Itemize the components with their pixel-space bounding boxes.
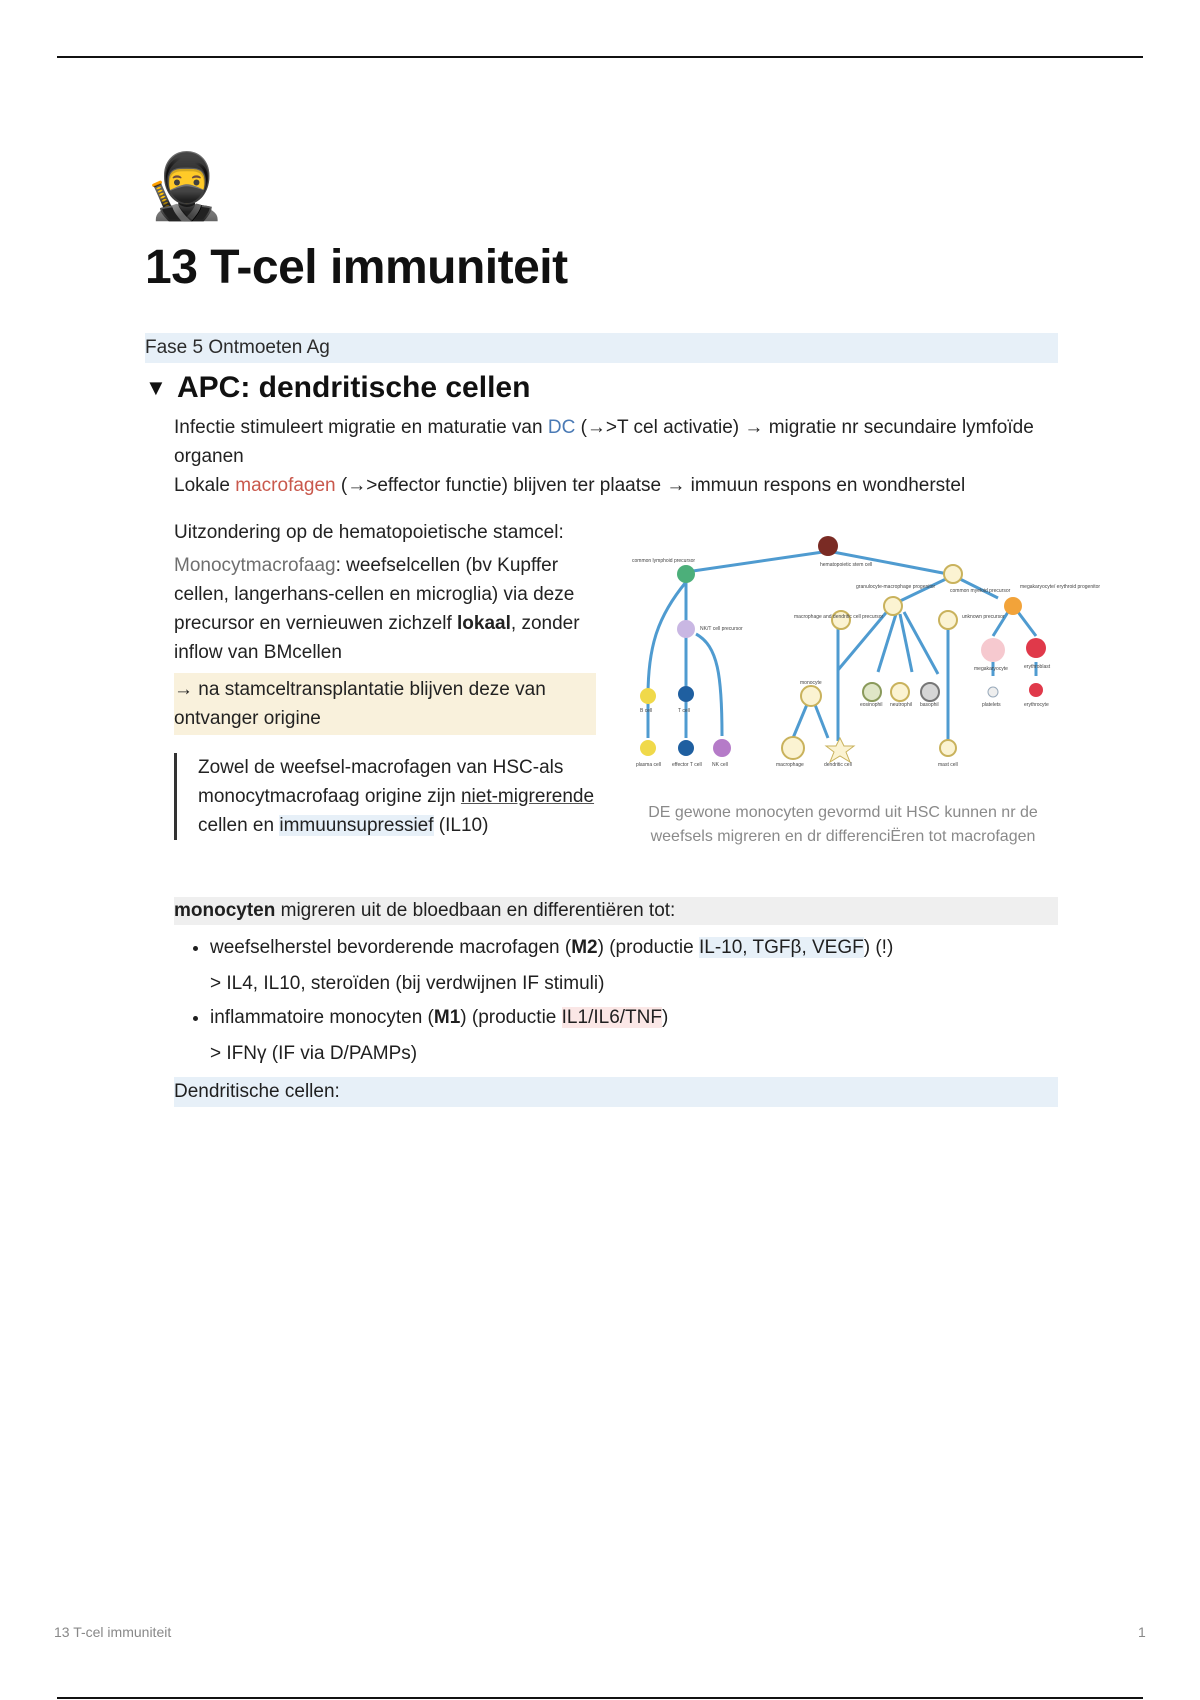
gmp-cell: [884, 597, 902, 615]
label-basophil: basophil: [920, 702, 939, 708]
erythroblast-cell: [1026, 638, 1046, 658]
monocyten-bold: monocyten: [174, 900, 276, 921]
nkt-cell: [677, 620, 695, 638]
bottom-rule: [57, 1697, 1143, 1699]
list-item-m2: [210, 933, 1058, 999]
text-span: Lokale: [174, 475, 236, 496]
figure-caption: DE gewone monocyten gevormd uit HSC kunnen nr de weefsels migreren en dr differenciËren tot macrofagen: [648, 804, 1038, 845]
b-cell: [640, 688, 656, 704]
label-b-cell: B cell: [640, 708, 653, 714]
label-clp: common lymphoid precursor: [632, 558, 696, 564]
two-column-block: [174, 518, 1101, 849]
highlighted-term: immuunsupressief: [279, 815, 434, 836]
dendritic-cells-bar: Dendritische cellen:: [174, 1077, 1058, 1107]
macrophage-term: macrofagen: [235, 475, 336, 496]
top-rule: [57, 56, 1143, 58]
eosinophil-cell: [863, 683, 881, 701]
text-span: Infectie stimuleert migratie en maturatie van: [174, 417, 548, 438]
quote-block: [174, 753, 596, 840]
nk-cell: [713, 739, 731, 757]
label-cmp: common myeloid precursor: [950, 588, 1011, 594]
label-plasma: plasma cell: [636, 762, 662, 768]
page-title: 13 T-cel immuniteit: [145, 241, 568, 294]
document-page: [145, 150, 1101, 1107]
macrophage-cell: [782, 737, 804, 759]
hematopoiesis-diagram: [628, 526, 1101, 786]
exception-text: Uitzondering op de hematopoietische stamcel:: [174, 522, 564, 543]
text-span: : weefselcellen (bv Kupffer cellen, langerhans-cellen en microglia) via deze precursor en vernieuwen zichzelf: [174, 555, 575, 634]
footer-page-number: 1: [1138, 1624, 1146, 1640]
label-erythroblast: erythroblast: [1024, 664, 1051, 670]
effector-t-cell: [678, 740, 694, 756]
label-unk: unknown precursor: [962, 614, 1005, 620]
label-mep: megakaryocyte/ erythroid progenitor: [1020, 584, 1101, 590]
label-dendritic: dendritic cell: [824, 762, 852, 768]
label-megakaryocyte: megakaryocyte: [974, 666, 1008, 672]
label-nk: NK cell: [712, 762, 728, 768]
neutrophil-cell: [891, 683, 909, 701]
m2-subtext: > IL4, IL10, steroïden (bij verdwijnen IF stimuli): [210, 973, 605, 994]
monocyte-list: [174, 933, 1058, 1069]
megakaryocyte-cell: [981, 638, 1005, 662]
label-mast: mast cell: [938, 762, 958, 768]
label-platelets: platelets: [982, 702, 1001, 708]
phase-callout: Fase 5 Ontmoeten Ag: [145, 333, 1058, 363]
label-neutrophil: neutrophil: [890, 702, 912, 708]
text-span: (→>effector functie) blijven ter plaatse → immuun respons en wondherstel: [335, 475, 966, 496]
monocytmacrofaag-paragraph: [174, 551, 596, 667]
triangle-down-icon[interactable]: ▼: [145, 375, 167, 400]
clp-cell: [677, 565, 695, 583]
section-heading: APC: dendritische cellen: [177, 371, 531, 404]
m2-cytokines: IL-10, TGFβ, VEGF: [699, 937, 864, 958]
diagram-arrows: [648, 552, 1036, 741]
text-span: cellen en: [198, 815, 280, 836]
text-span: Zowel de weefsel-macrofagen van HSC-als monocytmacrofaag origine zijn: [198, 757, 564, 807]
diagram-labels: [632, 558, 1100, 768]
text-span: migreren uit de bloedbaan en differentiëren tot:: [275, 900, 676, 921]
text-span: , zonder inflow van BMcellen: [174, 613, 580, 663]
toggle-heading[interactable]: [145, 371, 1058, 405]
underlined-term: niet-migrerende: [460, 786, 595, 807]
label-erythrocyte: erythrocyte: [1024, 702, 1049, 708]
erythrocyte-cell: [1029, 683, 1043, 697]
m1-bold: M1: [433, 1007, 461, 1028]
mep-cell: [1004, 597, 1022, 615]
cmp-cell: [944, 565, 962, 583]
label-nkt: NK/T cell precursor: [700, 626, 743, 632]
text-span: (IL10): [433, 815, 489, 836]
label-monocyte: monocyte: [800, 680, 822, 686]
intro-paragraph-1: [174, 413, 1058, 471]
hsc-cell: [818, 536, 838, 556]
left-column: [174, 518, 596, 849]
plasma-cell: [640, 740, 656, 756]
right-column: [628, 518, 1101, 849]
t-cell: [678, 686, 694, 702]
label-eosinophil: eosinophil: [860, 702, 883, 708]
label-t-cell: T cell: [678, 708, 690, 714]
text-span: ): [661, 1007, 669, 1028]
mono-term: Monocytmacrofaag: [174, 555, 336, 576]
text-span: inflammatoire monocyten (: [210, 1007, 434, 1028]
label-macrophage: macrophage: [776, 762, 804, 768]
m1-cytokines: IL1/IL6/TNF: [561, 1007, 662, 1028]
monocyten-bar: [174, 897, 1058, 925]
intro-paragraph-2: [174, 471, 1058, 500]
basophil-cell: [921, 683, 939, 701]
m1-subtext: > IFNγ (IF via D/PAMPs): [210, 1043, 418, 1064]
mast-cell: [940, 740, 956, 756]
transplant-highlight: → na stamceltransplantatie blijven deze van ontvanger origine: [174, 673, 596, 735]
m2-bold: M2: [571, 937, 598, 958]
bold-term: lokaal: [457, 613, 511, 634]
monocyte-cell: [801, 686, 821, 706]
toggle-content: [174, 413, 1101, 1107]
list-item-m1: [210, 1003, 1058, 1069]
label-gmp: granulocyte-macrophage progenitor: [856, 584, 936, 590]
text-span: ) (productie: [597, 937, 699, 958]
label-mdp: macrophage and dendritic cell precursor: [794, 614, 884, 620]
platelets-cell: [988, 687, 998, 697]
text-span: ) (!): [863, 937, 894, 958]
label-effector-t: effector T cell: [672, 762, 702, 768]
text-span: ) (productie: [460, 1007, 562, 1028]
label-hsc: hematopoietic stem cell: [820, 562, 873, 568]
dendritic-cell: [826, 738, 854, 762]
text-span: weefselherstel bevorderende macrofagen (: [210, 937, 572, 958]
text-span: (→>T cel activatie) → migratie nr secundaire lymfoïde organen: [174, 417, 1034, 467]
unknown-precursor-cell: [939, 611, 957, 629]
ninja-emoji-icon: 🥷: [145, 150, 225, 222]
dc-term: DC: [547, 417, 576, 438]
footer-title: 13 T-cel immuniteit: [54, 1624, 172, 1640]
